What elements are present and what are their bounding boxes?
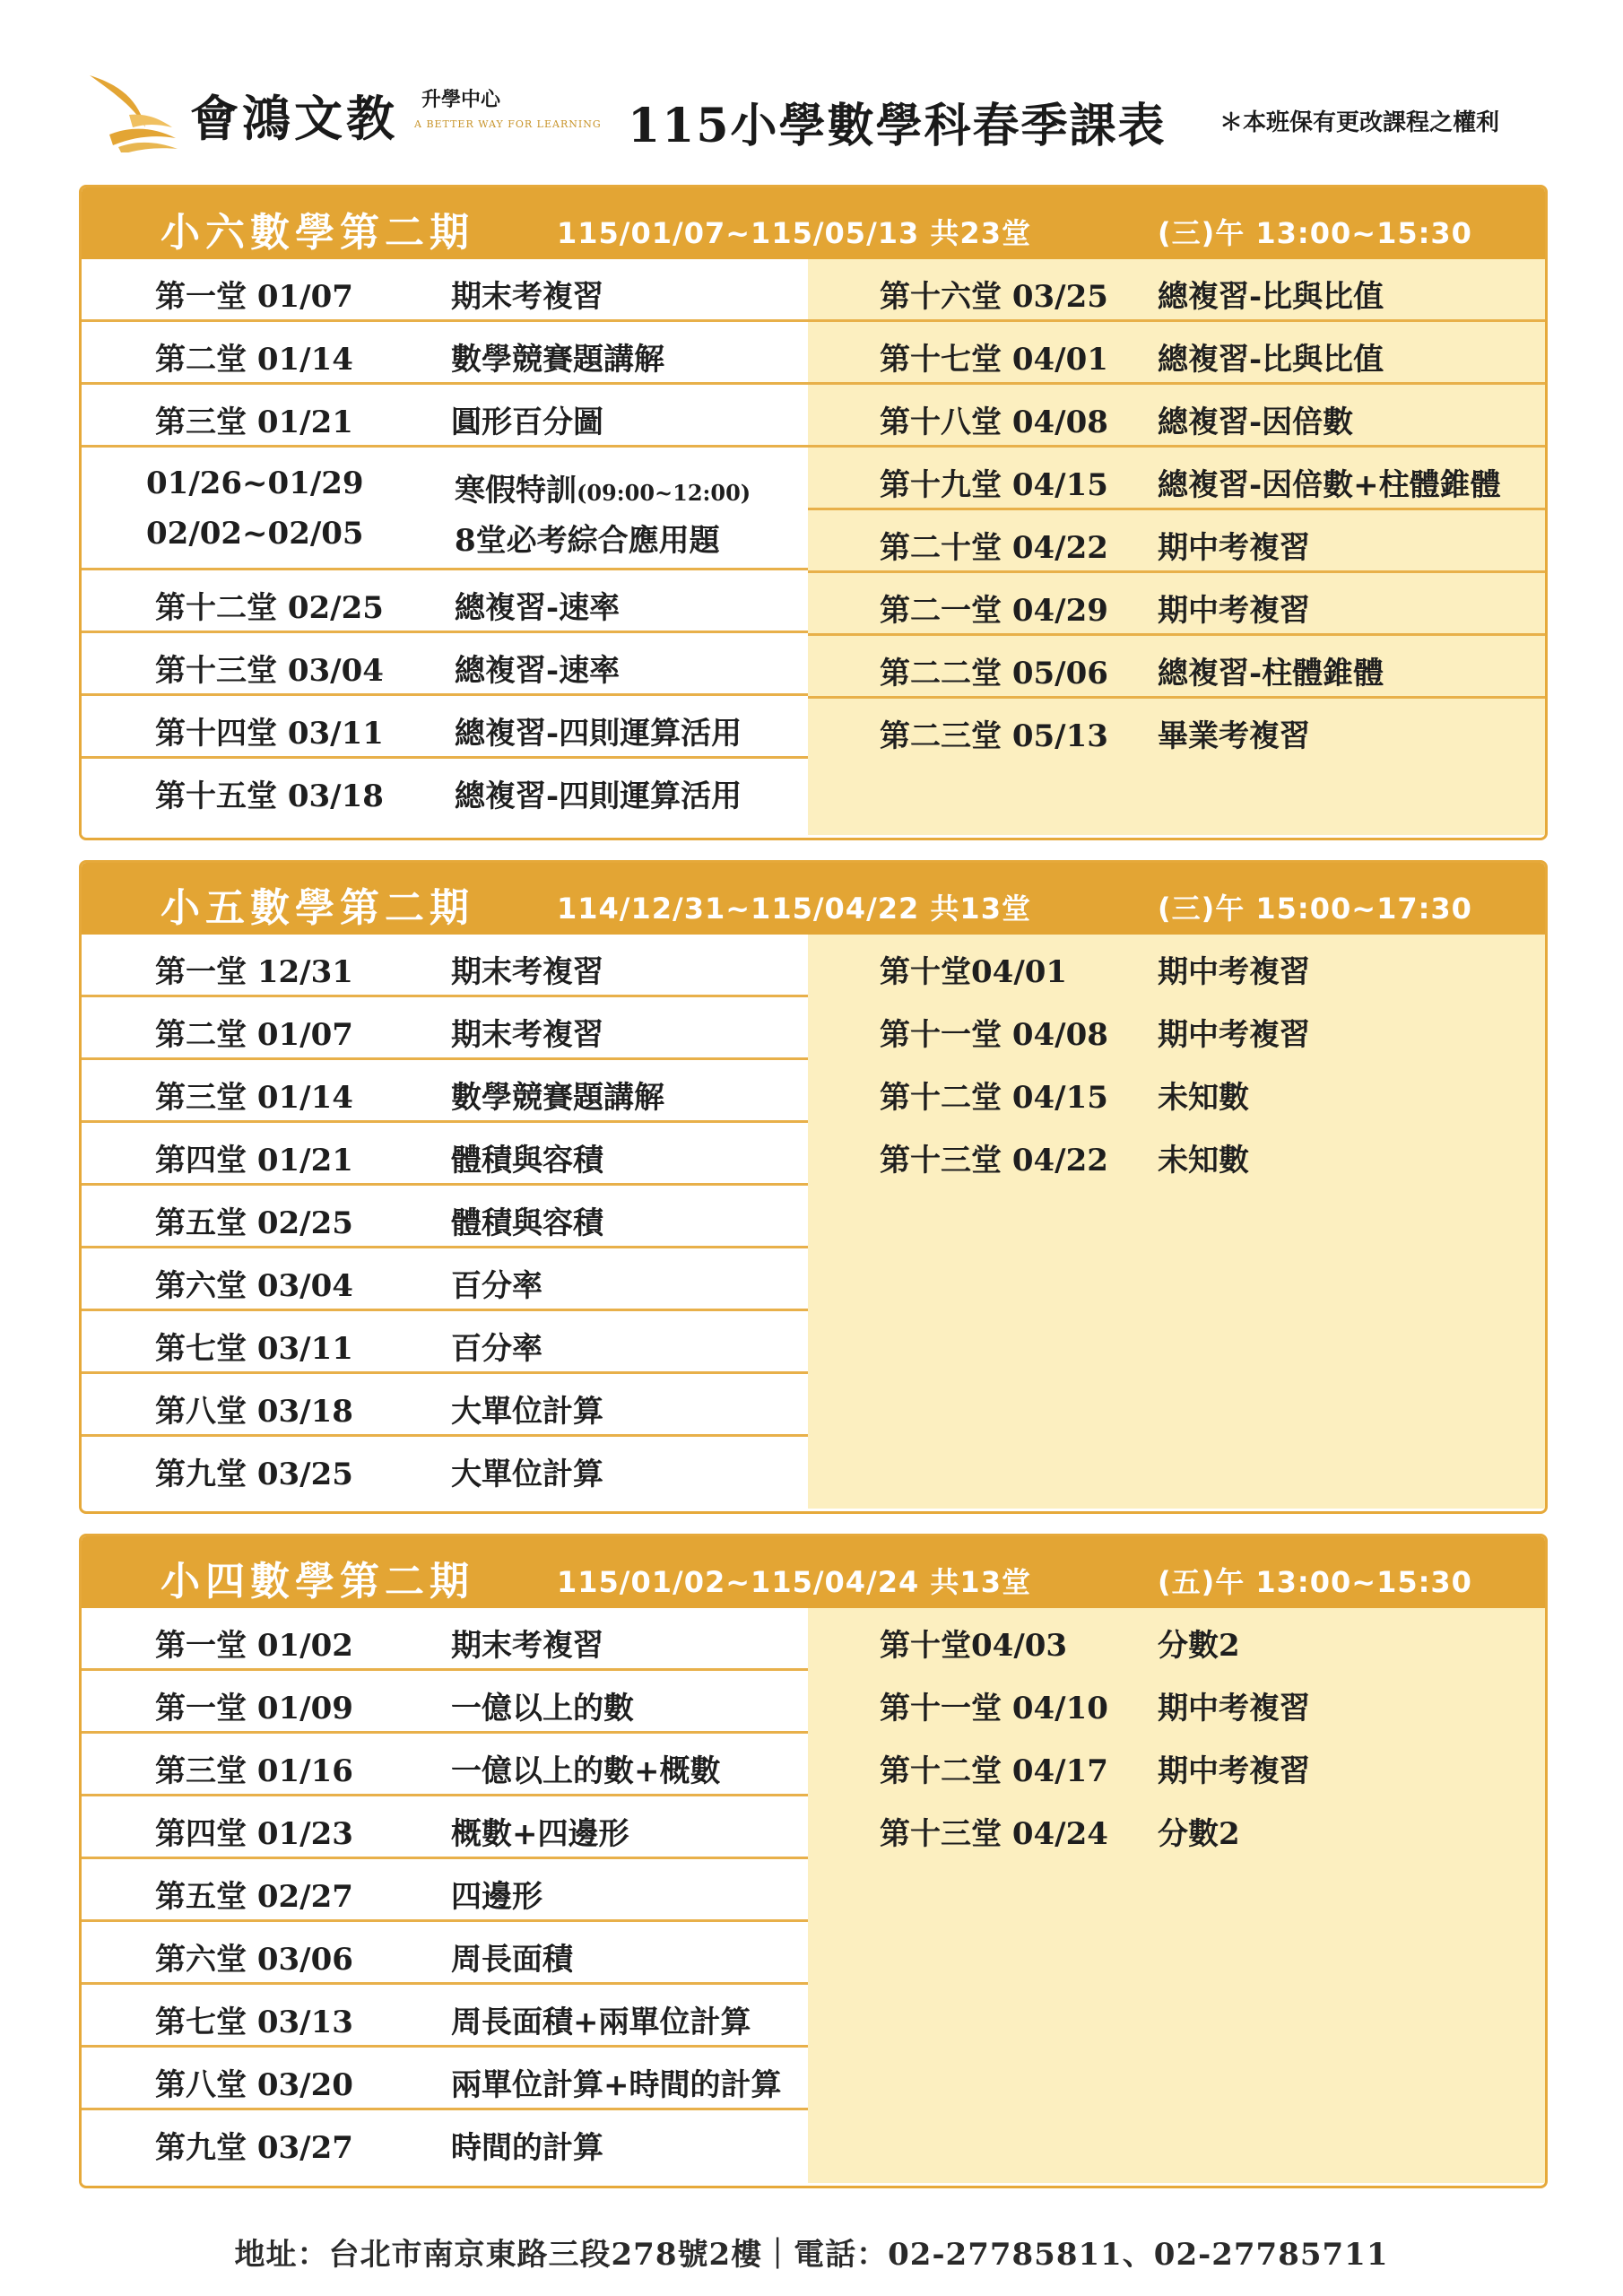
- lesson-date: 第十堂04/01: [880, 954, 1068, 990]
- lesson-row: [82, 1734, 808, 1796]
- lesson-topic: 期末考複習: [451, 954, 603, 990]
- lesson-row: [82, 2048, 808, 2110]
- lesson-topic: 總複習-比與比值: [1158, 279, 1384, 315]
- lesson-row: [82, 997, 808, 1060]
- lesson-row: [808, 935, 1545, 997]
- lesson-row: [82, 1671, 808, 1734]
- lesson-date: 第十堂04/03: [880, 1628, 1068, 1664]
- card-period: 115/01/02~115/04/24 共13堂: [557, 1565, 1031, 1599]
- winter-camp-topic: 8堂必考綜合應用題: [455, 523, 720, 559]
- lesson-date: 第一堂 01/02: [155, 1628, 353, 1664]
- left-column: [82, 259, 808, 835]
- lesson-date: 第十二堂 04/17: [880, 1753, 1108, 1789]
- lesson-date: 第一堂 01/07: [155, 279, 353, 315]
- lesson-topic: 一億以上的數: [451, 1691, 634, 1726]
- lesson-topic: 大單位計算: [451, 1394, 603, 1430]
- lesson-date: 第九堂 03/25: [155, 1457, 353, 1492]
- lesson-date: 第二十堂 04/22: [880, 530, 1108, 566]
- lesson-date: 第八堂 03/18: [155, 1394, 353, 1430]
- lesson-topic: 期中考複習: [1158, 530, 1310, 566]
- lesson-date: 第十五堂 03/18: [155, 778, 384, 814]
- lesson-row: [808, 699, 1545, 761]
- brand-subtitle: 升學中心: [421, 88, 501, 111]
- winter-camp-hours: (09:00~12:00): [577, 480, 751, 506]
- schedule-card-grade4: [79, 1534, 1548, 2188]
- lesson-row: [82, 1248, 808, 1311]
- lesson-topic: 期末考複習: [451, 279, 603, 315]
- contact-footer: 地址：台北市南京東路三段278號2樓｜電話：02-27785811、02-27785711: [234, 2237, 1389, 2273]
- card-title: 小五數學第二期: [161, 885, 474, 931]
- lesson-row: [808, 636, 1545, 699]
- lesson-row: [82, 1060, 808, 1123]
- lesson-row: [82, 759, 808, 822]
- right-column: [808, 259, 1545, 835]
- lesson-topic: 期末考複習: [451, 1017, 603, 1053]
- lesson-topic: 分數2: [1158, 1816, 1240, 1852]
- lesson-row: [808, 385, 1545, 448]
- lesson-topic: 期中考複習: [1158, 1691, 1310, 1726]
- lesson-row: [808, 259, 1545, 322]
- page-header: [0, 0, 1623, 179]
- lesson-date: 第十八堂 04/08: [880, 404, 1108, 440]
- lesson-row: [808, 448, 1545, 510]
- lesson-row: [82, 1123, 808, 1186]
- lesson-topic: 百分率: [451, 1331, 542, 1367]
- winter-camp-row: [82, 448, 808, 570]
- lesson-topic: 兩單位計算+時間的計算: [451, 2067, 782, 2103]
- lesson-topic: 總複習-速率: [455, 653, 621, 689]
- lesson-topic: 體積與容積: [451, 1143, 603, 1178]
- lesson-topic: 總複習-比與比值: [1158, 342, 1384, 378]
- lesson-row: [808, 1608, 1545, 1671]
- winter-camp-name: 寒假特訓: [455, 473, 577, 509]
- lesson-date: 第四堂 01/21: [155, 1143, 353, 1178]
- lesson-date: 第二堂 01/07: [155, 1017, 353, 1053]
- lesson-row: [808, 1796, 1545, 1859]
- card-time: (三)午 15:00~17:30: [1158, 891, 1472, 926]
- card-time: (三)午 13:00~15:30: [1158, 216, 1472, 250]
- lesson-topic: 一億以上的數+概數: [451, 1753, 721, 1789]
- lesson-topic: 數學競賽題講解: [451, 1080, 664, 1116]
- lesson-topic: 四邊形: [451, 1879, 542, 1915]
- lesson-row: [82, 935, 808, 997]
- lesson-topic: 畢業考複習: [1158, 718, 1310, 754]
- right-column: [808, 935, 1545, 1509]
- lesson-topic: 未知數: [1158, 1080, 1249, 1116]
- lesson-topic: 體積與容積: [451, 1205, 603, 1241]
- lesson-date: 第二一堂 04/29: [880, 593, 1108, 629]
- card-header: [82, 187, 1545, 259]
- lesson-row: [82, 1437, 808, 1500]
- lesson-topic: 圓形百分圖: [451, 404, 603, 440]
- lesson-row: [82, 1922, 808, 1985]
- lesson-row: [808, 322, 1545, 385]
- page-title: 115小學數學科春季課表: [628, 99, 1167, 153]
- lesson-topic: 周長面積: [451, 1942, 573, 1978]
- lesson-row: [82, 1374, 808, 1437]
- lesson-row: [82, 570, 808, 633]
- lesson-row: [808, 510, 1545, 573]
- card-title: 小四數學第二期: [161, 1559, 474, 1605]
- card-body: [82, 935, 1545, 1509]
- lesson-row: [808, 1734, 1545, 1796]
- lesson-row: [82, 322, 808, 385]
- lesson-row: [82, 385, 808, 448]
- card-period: 115/01/07~115/05/13 共23堂: [557, 216, 1031, 250]
- lesson-date: 第十九堂 04/15: [880, 467, 1108, 503]
- lesson-date: 第三堂 01/16: [155, 1753, 353, 1789]
- lesson-row: [808, 1671, 1545, 1734]
- lesson-date: 第六堂 03/04: [155, 1268, 353, 1304]
- schedule-card-grade6: [79, 185, 1548, 840]
- lesson-date: 第七堂 03/13: [155, 2005, 353, 2040]
- card-time: (五)午 13:00~15:30: [1158, 1565, 1472, 1599]
- lesson-row: [808, 1123, 1545, 1186]
- lesson-row: [82, 633, 808, 696]
- lesson-date: 第二二堂 05/06: [880, 656, 1108, 691]
- brand-tagline: A BETTER WAY FOR LEARNING: [414, 118, 602, 130]
- left-column: [82, 1608, 808, 2183]
- lesson-date: 第三堂 01/14: [155, 1080, 353, 1116]
- lesson-topic: 總複習-四則運算活用: [455, 716, 742, 752]
- lesson-topic: 時間的計算: [451, 2130, 603, 2166]
- lesson-date: 第二三堂 05/13: [880, 718, 1108, 754]
- lesson-topic: 期中考複習: [1158, 1753, 1310, 1789]
- lesson-row: [82, 1859, 808, 1922]
- lesson-date: 第三堂 01/21: [155, 404, 353, 440]
- card-body: [82, 259, 1545, 835]
- lesson-row: [808, 997, 1545, 1060]
- lesson-row: [82, 1186, 808, 1248]
- lesson-date: 第十六堂 03/25: [880, 279, 1108, 315]
- lesson-date: 第十三堂 04/22: [880, 1143, 1108, 1178]
- lesson-date: 第五堂 02/25: [155, 1205, 353, 1241]
- lesson-row: [82, 1311, 808, 1374]
- card-body: [82, 1608, 1545, 2183]
- lesson-row: [82, 696, 808, 759]
- brand-logo-icon: [82, 72, 181, 152]
- lesson-topic: 總複習-因倍數+柱體錐體: [1158, 467, 1501, 503]
- lesson-topic: 百分率: [451, 1268, 542, 1304]
- schedule-card-grade5: [79, 860, 1548, 1514]
- lesson-topic: 期中考複習: [1158, 593, 1310, 629]
- lesson-row: [82, 1796, 808, 1859]
- lesson-date: 第六堂 03/06: [155, 1942, 353, 1978]
- lesson-topic: 期中考複習: [1158, 1017, 1310, 1053]
- lesson-row: [82, 2110, 808, 2173]
- winter-camp-date-1: 01/26~01/29: [146, 465, 364, 501]
- lesson-row: [808, 573, 1545, 636]
- lesson-date: 第十七堂 04/01: [880, 342, 1108, 378]
- lesson-topic: 總複習-柱體錐體: [1158, 656, 1384, 691]
- lesson-topic: 總複習-速率: [455, 590, 621, 626]
- lesson-date: 第十四堂 03/11: [155, 716, 384, 752]
- left-column: [82, 935, 808, 1509]
- lesson-topic: 總複習-因倍數: [1158, 404, 1354, 440]
- lesson-date: 第二堂 01/14: [155, 342, 353, 378]
- winter-camp-date-2: 02/02~02/05: [146, 516, 364, 552]
- lesson-date: 第四堂 01/23: [155, 1816, 353, 1852]
- lesson-date: 第一堂 12/31: [155, 954, 353, 990]
- rights-notice: ＊本班保有更改課程之權利: [1219, 109, 1500, 136]
- lesson-topic: 概數+四邊形: [451, 1816, 629, 1852]
- lesson-date: 第十一堂 04/08: [880, 1017, 1108, 1053]
- lesson-row: [808, 1060, 1545, 1123]
- lesson-row: [82, 1985, 808, 2048]
- card-title: 小六數學第二期: [161, 210, 474, 256]
- lesson-date: 第九堂 03/27: [155, 2130, 353, 2166]
- card-period: 114/12/31~115/04/22 共13堂: [557, 891, 1031, 926]
- card-header: [82, 863, 1545, 935]
- lesson-topic: 未知數: [1158, 1143, 1249, 1178]
- lesson-row: [82, 259, 808, 322]
- lesson-date: 第十二堂 04/15: [880, 1080, 1108, 1116]
- lesson-date: 第八堂 03/20: [155, 2067, 353, 2103]
- lesson-topic: 總複習-四則運算活用: [455, 778, 742, 814]
- winter-camp-title: [455, 465, 751, 509]
- lesson-date: 第五堂 02/27: [155, 1879, 353, 1915]
- card-header: [82, 1536, 1545, 1608]
- lesson-date: 第七堂 03/11: [155, 1331, 353, 1367]
- lesson-topic: 數學競賽題講解: [451, 342, 664, 378]
- lesson-date: 第十三堂 04/24: [880, 1816, 1108, 1852]
- lesson-date: 第十三堂 03/04: [155, 653, 384, 689]
- lesson-topic: 分數2: [1158, 1628, 1240, 1664]
- right-column: [808, 1608, 1545, 2183]
- brand-name: 會鴻文教: [190, 90, 398, 147]
- lesson-topic: 大單位計算: [451, 1457, 603, 1492]
- lesson-topic: 期中考複習: [1158, 954, 1310, 990]
- lesson-row: [82, 1608, 808, 1671]
- lesson-topic: 周長面積+兩單位計算: [451, 2005, 751, 2040]
- lesson-date: 第十二堂 02/25: [155, 590, 384, 626]
- lesson-date: 第一堂 01/09: [155, 1691, 353, 1726]
- lesson-date: 第十一堂 04/10: [880, 1691, 1108, 1726]
- lesson-topic: 期末考複習: [451, 1628, 603, 1664]
